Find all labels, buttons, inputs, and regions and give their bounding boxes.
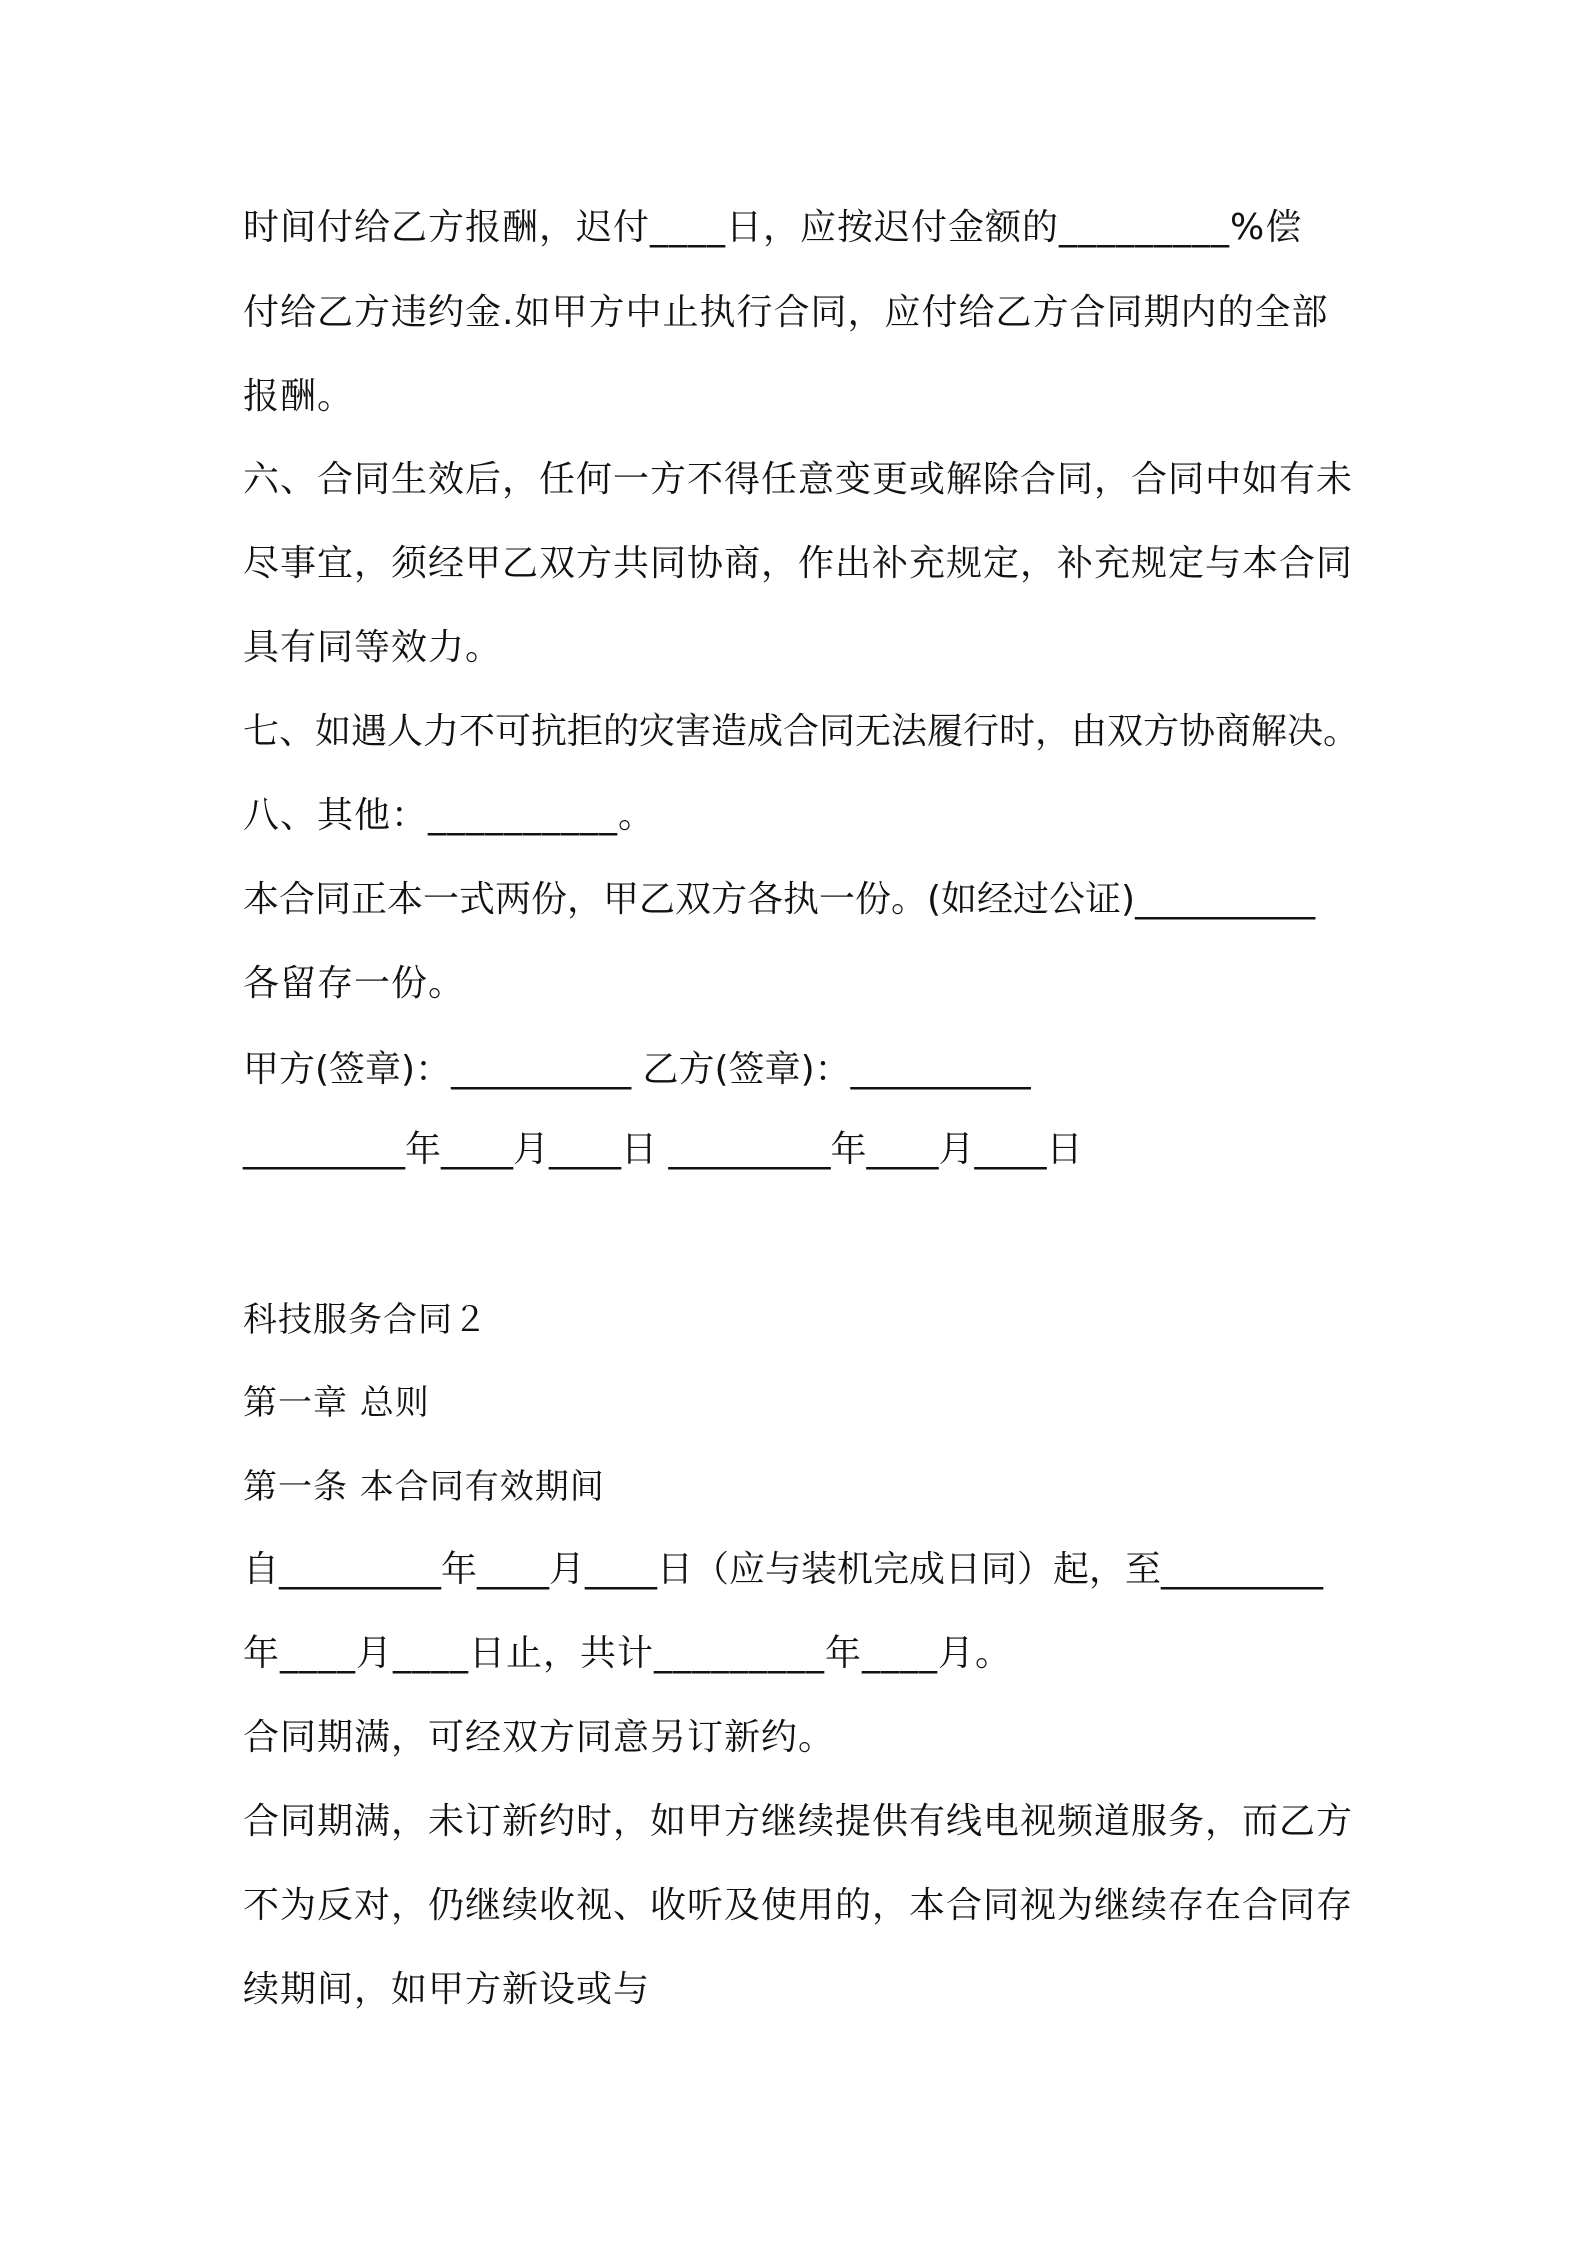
body-text-line: 合同期满，未订新约时，如甲方继续提供有线电视频道服务，而乙方 bbox=[243, 1801, 1354, 1842]
clause-eight: 八、其他：__________。 bbox=[243, 795, 656, 836]
body-text-line: 报酬。 bbox=[243, 376, 355, 417]
clause-six: 六、合同生效后，任何一方不得任意变更或解除合同，合同中如有未 bbox=[243, 459, 1354, 500]
body-text-line: 尽事宜，须经甲乙双方共同协商，作出补充规定，补充规定与本合同 bbox=[243, 543, 1354, 584]
body-text-line: 时间付给乙方报酬，迟付____日，应按迟付金额的_________%偿 bbox=[243, 207, 1303, 248]
body-text-line: 付给乙方违约金.如甲方中止执行合同，应付给乙方合同期内的全部 bbox=[243, 292, 1329, 333]
copies-clause: 本合同正本一式两份，甲乙双方各执一份。(如经过公证)__________ bbox=[243, 879, 1316, 920]
signature-line: 甲方(签章)：__________ 乙方(签章)：__________ bbox=[243, 1049, 1031, 1090]
clause-seven: 七、如遇人力不可抗拒的灾害造成合同无法履行时，由双方协商解决。 bbox=[243, 711, 1360, 752]
body-text-line: 年____月____日止，共计_________年____月。 bbox=[243, 1633, 1013, 1674]
chapter-heading: 第一章 总则 bbox=[243, 1383, 430, 1423]
body-text-line: 合同期满，可经双方同意另订新约。 bbox=[243, 1717, 836, 1758]
body-text-line: 具有同等效力。 bbox=[243, 627, 503, 668]
body-text-line: 自_________年____月____日（应与装机完成日同）起，至_________ bbox=[243, 1549, 1324, 1590]
body-text-line: 不为反对，仍继续收视、收听及使用的，本合同视为继续存在合同存 bbox=[243, 1885, 1354, 1926]
body-text-line: 续期间，如甲方新设或与 bbox=[243, 1969, 651, 2010]
article-heading: 第一条 本合同有效期间 bbox=[243, 1467, 605, 1507]
body-text-line: 各留存一份。 bbox=[243, 963, 466, 1004]
contract-title: 科技服务合同２ bbox=[243, 1300, 488, 1340]
signature-date-line: _________年____月____日 _________年____月____日 bbox=[243, 1129, 1083, 1170]
